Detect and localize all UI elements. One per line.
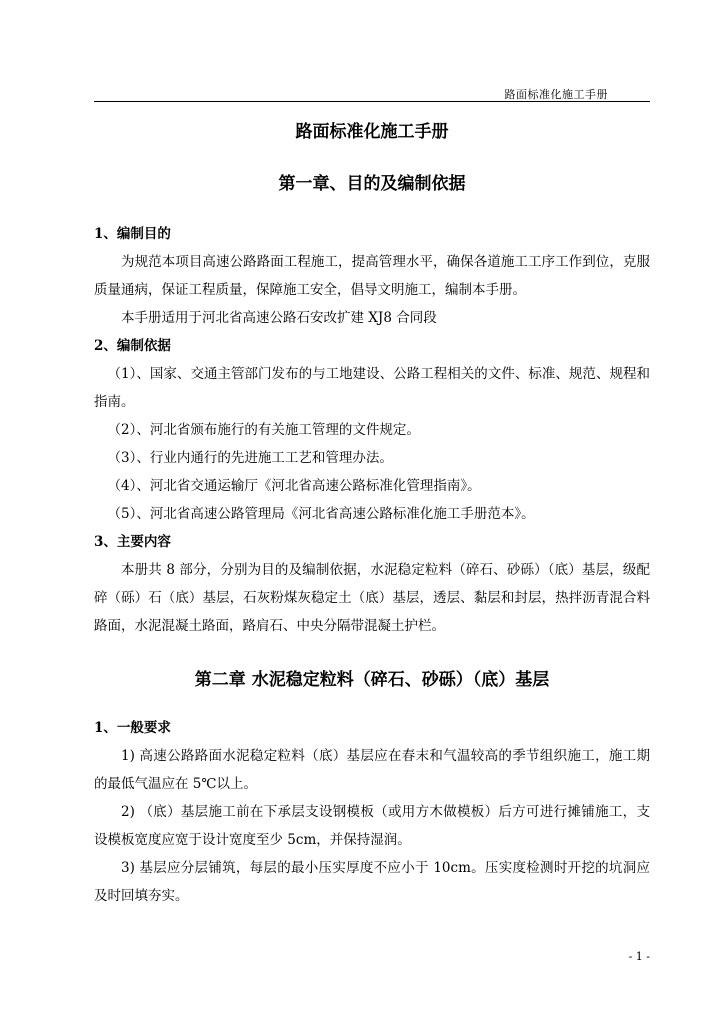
section-heading: 1、编制目的 xyxy=(94,226,171,242)
list-item: 2) （底）基层施工前在下承层支设钢模板（或用方木做模板）后方可进行摊铺施工，支设模板宽度应宽于设计宽度至少 5cm，并保持湿润。 xyxy=(94,804,650,848)
list-item: （5）、河北省高速公路管理局《河北省高速公路标准化施工手册范本》。 xyxy=(107,506,535,522)
page-content xyxy=(94,112,650,910)
paragraph: 为规范本项目高速公路路面工程施工，提高管理水平，确保各道施工工序工作到位，克服质量通病，保证工程质量，保障施工安全，倡导文明施工，编制本手册。 xyxy=(94,254,650,298)
list-item: 1) 高速公路路面水泥稳定粒料（底）基层应在春末和气温较高的季节组织施工，施工期的最低气温应在 5℃以上。 xyxy=(94,748,650,792)
header-divider xyxy=(94,101,650,102)
list-item: （1）、国家、交通主管部门发布的与工地建设、公路工程相关的文件、标准、规范、规程和指南。 xyxy=(94,366,650,410)
list-item: （3）、行业内通行的先进施工工艺和管理办法。 xyxy=(107,450,393,466)
list-item: （2）、河北省颁布施行的有关施工管理的文件规定。 xyxy=(107,422,420,438)
paragraph: 本手册适用于河北省高速公路石安改扩建 XJ8 合同段 xyxy=(121,310,437,326)
section-heading: 3、主要内容 xyxy=(94,534,171,550)
section-heading: 1、一般要求 xyxy=(94,720,171,736)
chapter-1-heading: 第一章、目的及编制依据 xyxy=(278,174,466,194)
chapter-2-heading: 第二章 水泥稳定粒料（碎石、砂砾）（底）基层 xyxy=(194,670,550,690)
running-header: 路面标准化施工手册 xyxy=(504,88,608,101)
list-item: （4）、河北省交通运输厅《河北省高速公路标准化管理指南》。 xyxy=(107,478,481,494)
list-item: 3) 基层应分层铺筑，每层的最小压实厚度不应小于 10cm。压实度检测时开挖的坑洞应及时回填夯实。 xyxy=(94,860,650,904)
document-title: 路面标准化施工手册 xyxy=(295,122,449,142)
section-heading: 2、编制依据 xyxy=(94,338,171,354)
paragraph: 本册共 8 部分，分别为目的及编制依据，水泥稳定粒料（碎石、砂砾）（底）基层，级配碎（砾）石（底）基层，石灰粉煤灰稳定土（底）基层，透层、黏层和封层，热拌沥青混合料路面，水泥混凝土路面，路肩石、中央分隔带混凝土护栏。 xyxy=(94,562,650,634)
page-number: - 1 - xyxy=(628,950,650,963)
